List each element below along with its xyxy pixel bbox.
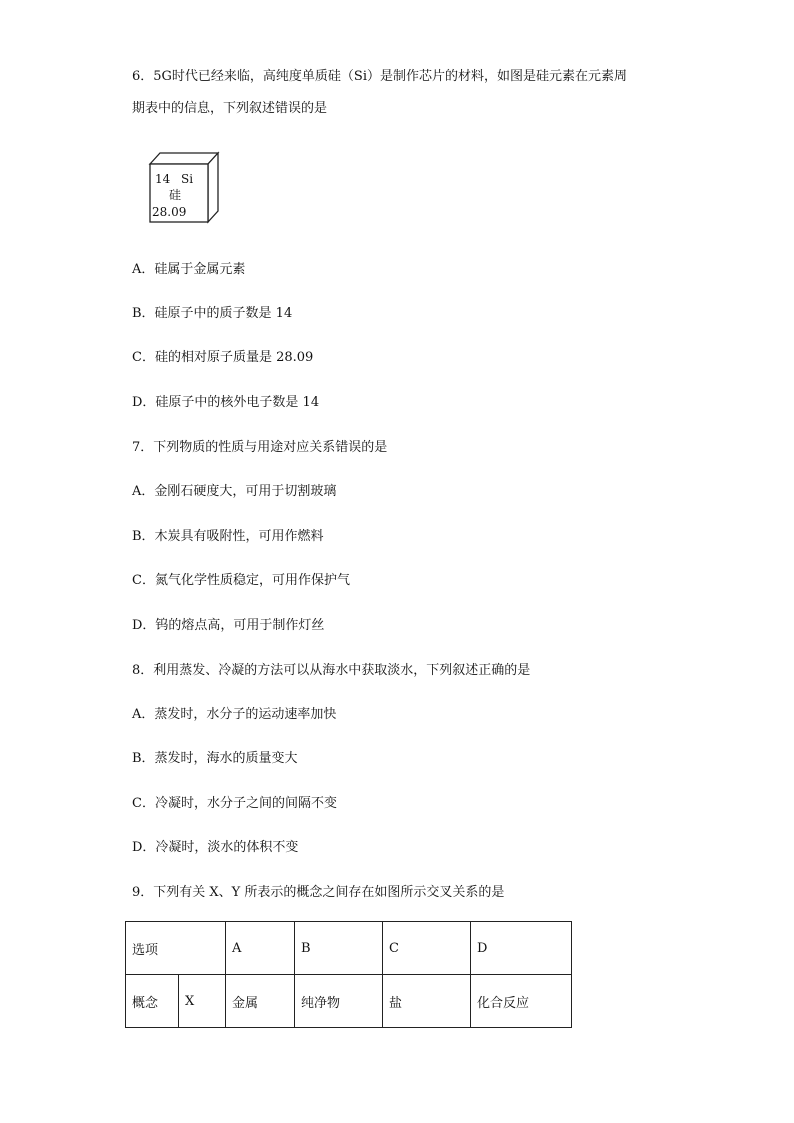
q8-stem: 8．利用蒸发、冷凝的方法可以从海水中获取淡水，下列叙述正确的是 [132, 663, 531, 678]
q7-stem: 7．下列物质的性质与用途对应关系错误的是 [132, 440, 388, 455]
q9-stem: 9．下列有关 X、Y 所表示的概念之间存在如图所示交叉关系的是 [132, 885, 505, 900]
q6-option-c: C．硅的相对原子质量是 28.09 [132, 350, 314, 365]
row-label-cell: 概念 [126, 975, 179, 1028]
header-cell-a: A [226, 922, 295, 975]
header-cell-c: C [383, 922, 471, 975]
table-cell-c: 盐 [383, 975, 471, 1028]
table-row [126, 975, 572, 1028]
q7-option-b: B．木炭具有吸附性，可用作燃料 [132, 529, 324, 544]
header-cell-option: 选项 [126, 922, 226, 975]
element-name: 硅 [169, 188, 182, 202]
q6-stem-line2: 期表中的信息，下列叙述错误的是 [132, 101, 328, 116]
table-cell-a: 金属 [226, 975, 295, 1028]
q6-stem-line1: 6．5G时代已经来临，高纯度单质硅（Si）是制作芯片的材料，如图是硅元素在元素周 [132, 69, 627, 84]
q6-option-a: A．硅属于金属元素 [132, 262, 246, 277]
q6-option-b: B．硅原子中的质子数是 14 [132, 306, 293, 321]
q8-option-c: C．冷凝时，水分子之间的间隔不变 [132, 796, 337, 811]
q7-option-a: A．金刚石硬度大，可用于切割玻璃 [132, 484, 337, 499]
q8-option-a: A．蒸发时，水分子的运动速率加快 [132, 707, 337, 722]
row-sub-cell: X [179, 975, 226, 1028]
table-header-row [126, 922, 572, 975]
atomic-number: 14 [155, 172, 171, 186]
header-cell-d: D [471, 922, 572, 975]
table-cell-d: 化合反应 [471, 975, 572, 1028]
header-cell-b: B [295, 922, 383, 975]
element-symbol: Si [181, 172, 194, 186]
q7-option-d: D．钨的熔点高，可用于制作灯丝 [132, 618, 325, 633]
q8-option-b: B．蒸发时，海水的质量变大 [132, 751, 298, 766]
q6-option-d: D．硅原子中的核外电子数是 14 [132, 395, 320, 410]
q7-option-c: C．氮气化学性质稳定，可用作保护气 [132, 573, 350, 588]
silicon-element-cube-figure [140, 150, 224, 224]
table-cell-b: 纯净物 [295, 975, 383, 1028]
q8-option-d: D．冷凝时，淡水的体积不变 [132, 840, 299, 855]
q9-options-table [125, 921, 572, 1028]
atomic-mass: 28.09 [152, 205, 187, 219]
